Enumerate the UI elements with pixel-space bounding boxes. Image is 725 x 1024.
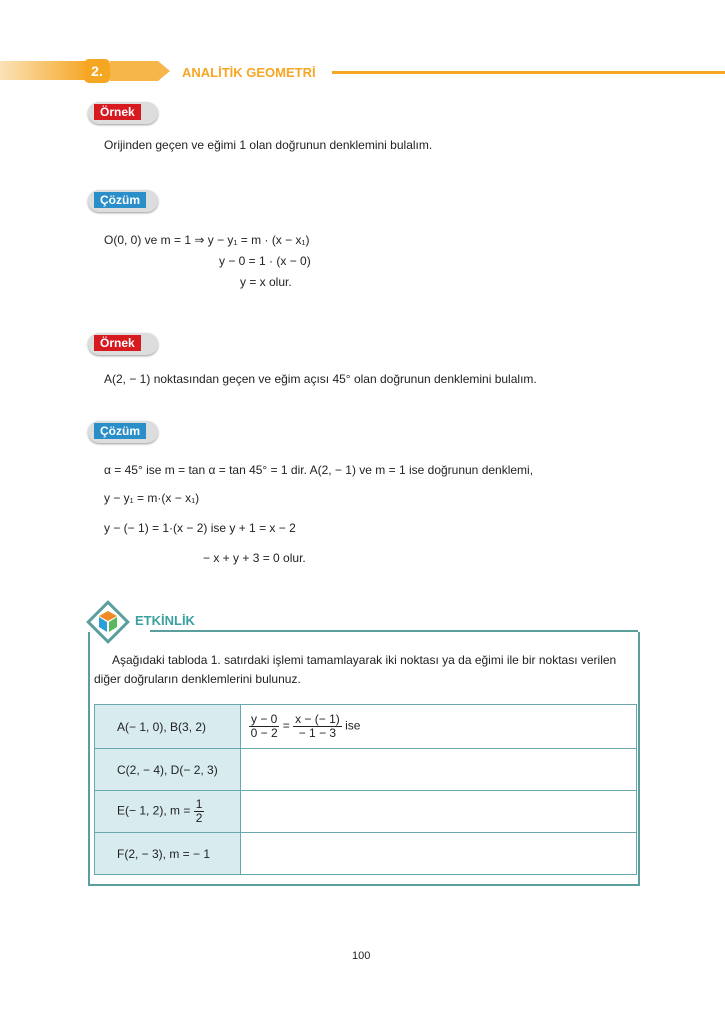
solution-line: O(0, 0) ve m = 1 ⇒ y − y₁ = m · (x − x₁) bbox=[104, 233, 310, 247]
answer-cell[interactable] bbox=[241, 791, 637, 833]
given-cell: E(− 1, 2), m = $\frac{1}{2}$ bbox=[95, 791, 241, 833]
table-row bbox=[95, 833, 637, 875]
page-number: 100 bbox=[352, 950, 371, 962]
answer-cell[interactable] bbox=[241, 749, 637, 791]
header-band bbox=[0, 61, 90, 80]
answer-cell[interactable] bbox=[241, 833, 637, 875]
table-row bbox=[95, 791, 637, 833]
header-rule bbox=[332, 71, 725, 74]
activity-table bbox=[94, 704, 637, 875]
table-row bbox=[95, 749, 637, 791]
chapter-number: 2. bbox=[84, 59, 110, 83]
given-cell: C(2, − 4), D(− 2, 3) bbox=[95, 749, 241, 791]
example-badge: Örnek bbox=[88, 333, 158, 355]
given-cell: A(− 1, 0), B(3, 2) bbox=[95, 705, 241, 749]
activity-cube-icon bbox=[86, 600, 130, 644]
example-text: Orijinden geçen ve eğimi 1 olan doğrunun denklemini bulalım. bbox=[104, 138, 433, 152]
activity-instructions: Aşağıdaki tabloda 1. satırdaki işlemi tamamlayarak iki noktası ya da eğimi ile bir noktası verilen bbox=[112, 653, 617, 667]
solution-line: y − (− 1) = 1·(x − 2) ise y + 1 = x − 2 bbox=[104, 521, 296, 535]
answer-suffix: ise bbox=[345, 718, 361, 733]
equals-sign: = bbox=[282, 718, 290, 733]
fraction: $\frac{x - (- 1)}{- 1 - 3}$ bbox=[295, 712, 340, 740]
answer-cell[interactable] bbox=[241, 705, 637, 749]
solution-badge: Çözüm bbox=[88, 421, 158, 443]
solution-line: − x + y + 3 = 0 olur. bbox=[203, 551, 306, 565]
table-row bbox=[95, 705, 637, 749]
solution-line: y = x olur. bbox=[240, 275, 292, 289]
chapter-title: ANALİTİK GEOMETRİ bbox=[182, 65, 316, 80]
solution-line: y − 0 = 1 · (x − 0) bbox=[219, 254, 311, 268]
fraction: $\frac{y - 0}{0 - 2}$ bbox=[250, 712, 278, 740]
example-badge: Örnek bbox=[88, 102, 158, 124]
activity-instructions: diğer doğruların denklemlerini bulunuz. bbox=[94, 672, 301, 686]
solution-line: y − y₁ = m·(x − x₁) bbox=[104, 491, 200, 505]
example-text: A(2, − 1) noktasından geçen ve eğim açısı 45° olan doğrunun denklemini bulalım. bbox=[104, 372, 537, 386]
solution-badge: Çözüm bbox=[88, 190, 158, 212]
header-arrow bbox=[110, 61, 170, 81]
solution-line: α = 45° ise m = tan α = tan 45° = 1 dir. A(2, − 1) ve m = 1 ise doğrunun denklemi, bbox=[104, 463, 534, 477]
given-cell: F(2, − 3), m = − 1 bbox=[95, 833, 241, 875]
activity-title: ETKİNLİK bbox=[135, 613, 195, 628]
